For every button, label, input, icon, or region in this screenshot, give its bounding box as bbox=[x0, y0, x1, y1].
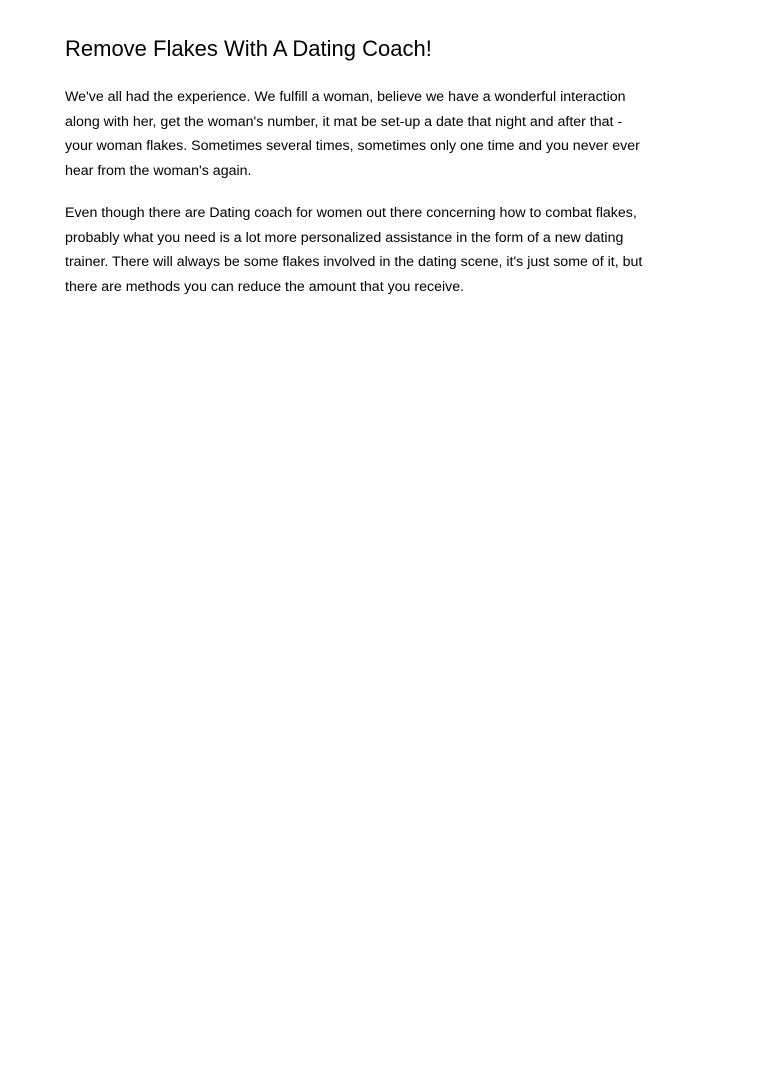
text-line: trainer. There will always be some flakes involved in the dating scene, it's just some of it, but bbox=[65, 254, 643, 270]
body-paragraph bbox=[65, 201, 642, 299]
document-title: Remove Flakes With A Dating Coach! bbox=[65, 36, 432, 61]
text-line: probably what you need is a lot more personalized assistance in the form of a new dating bbox=[65, 229, 624, 246]
text-line: We've all had the experience. We fulfill a woman, believe we have a wonderful interaction bbox=[65, 89, 626, 105]
text-line: hear from the woman's again. bbox=[65, 162, 252, 179]
text-line: along with her, get the woman's number, it mat be set-up a date that night and after that - bbox=[65, 113, 623, 130]
body-paragraph bbox=[65, 85, 640, 183]
text-line: Even though there are Dating coach for women out there concerning how to combat flakes, bbox=[65, 205, 637, 221]
text-line: there are methods you can reduce the amount that you receive. bbox=[65, 278, 465, 295]
text-line: your woman flakes. Sometimes several times, sometimes only one time and you never ever bbox=[65, 138, 640, 154]
